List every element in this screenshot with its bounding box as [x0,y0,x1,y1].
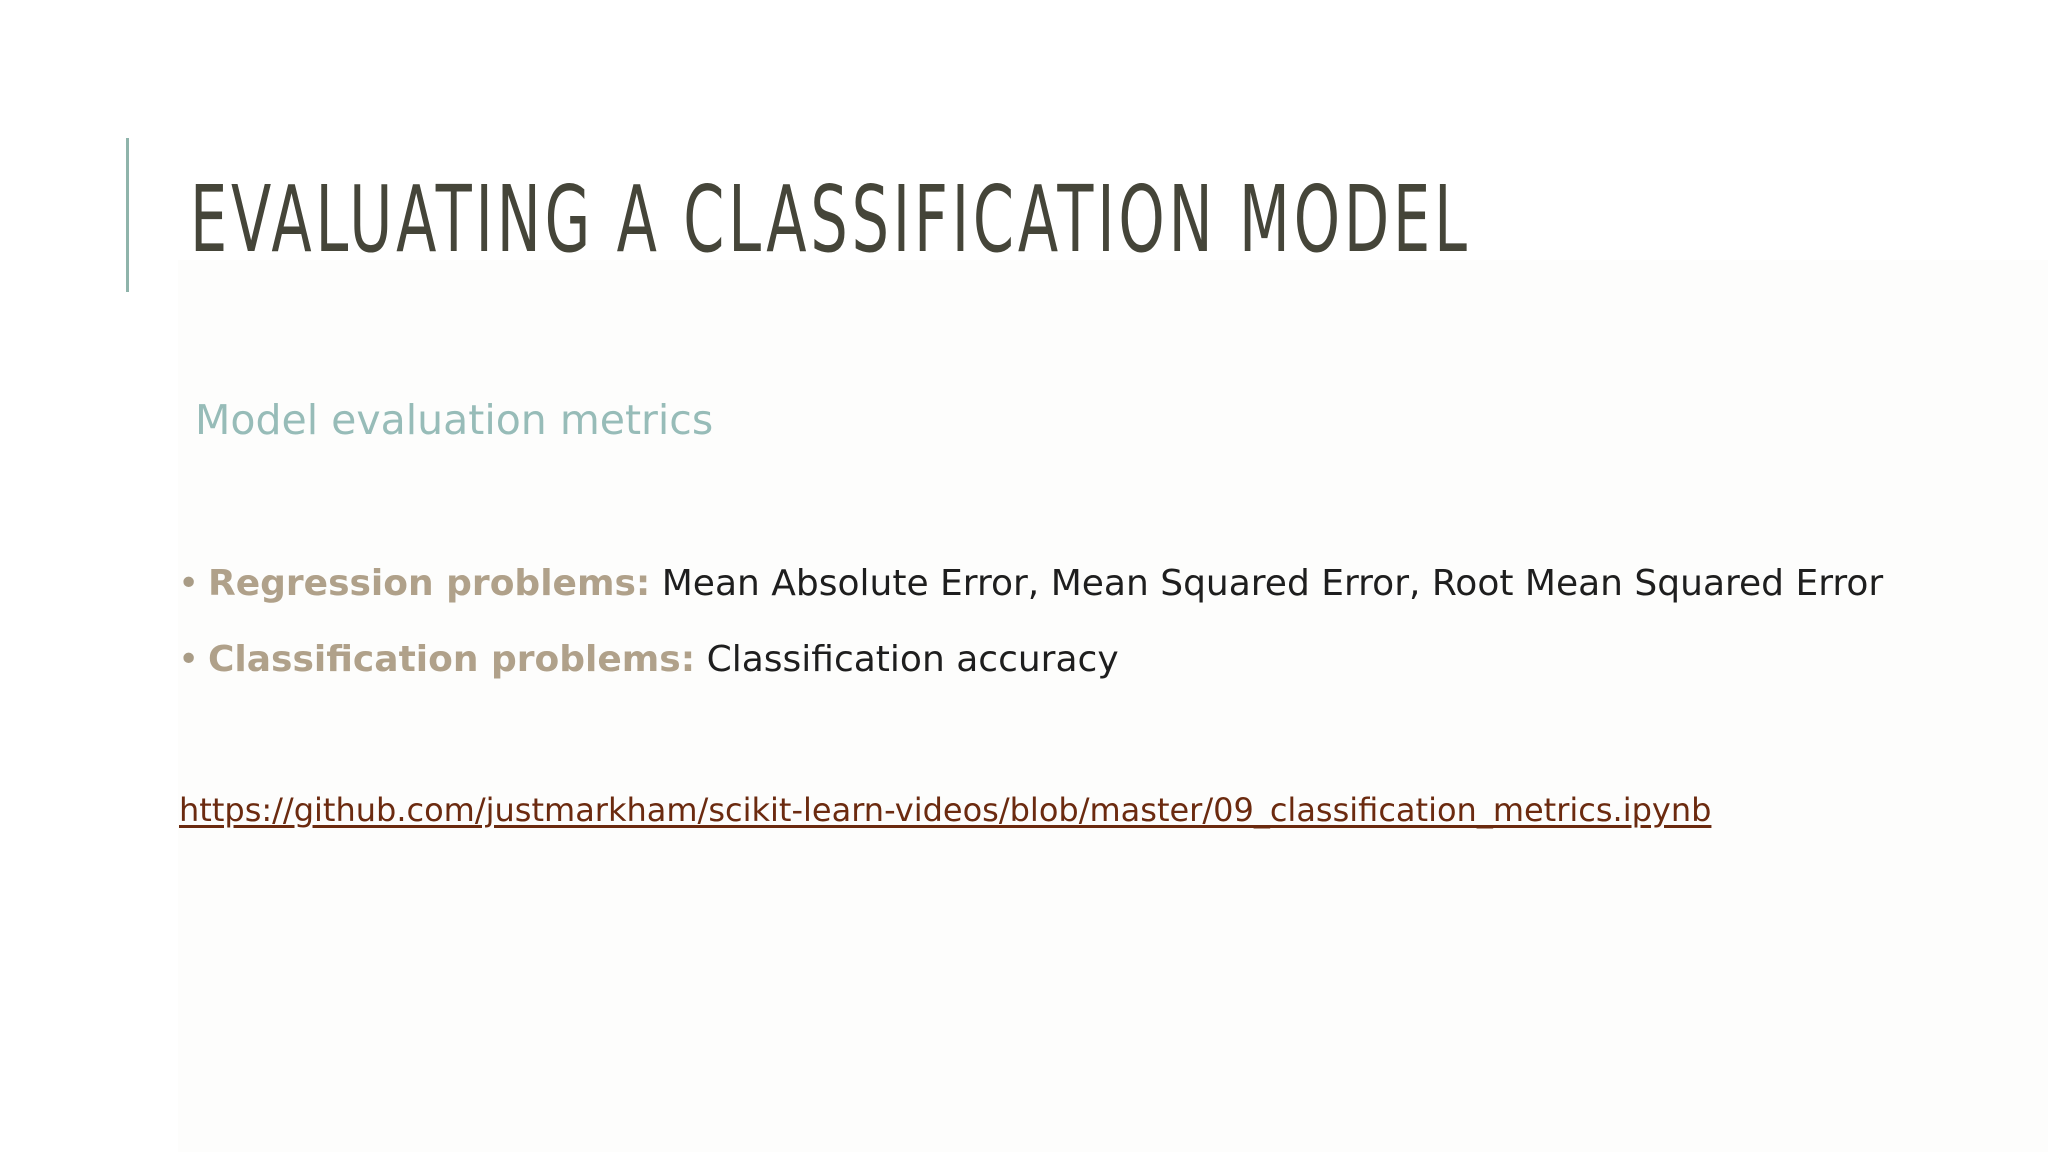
bullet-term: Regression problems: [208,563,651,604]
slide-title: EVALUATING A CLASSIFICATION MODEL [190,166,1471,273]
bullet-text: Classification accuracy [695,639,1119,680]
notebook-link[interactable]: https://github.com/justmarkham/scikit-learn-videos/blob/master/09_classification_metrics.ipynb [179,791,1712,829]
slide-subtitle: Model evaluation metrics [195,396,714,444]
bullet-dot-icon: • [178,639,200,680]
bullet-term: Classification problems: [208,639,696,680]
bullet-text: Mean Absolute Error, Mean Squared Error, Root Mean Squared Error [650,563,1884,604]
bullet-dot-icon: • [178,563,200,604]
bullet-list [178,556,1883,708]
title-accent-bar [126,138,129,292]
bullet-item-classification [178,632,1883,708]
bullet-item-regression [178,556,1883,632]
